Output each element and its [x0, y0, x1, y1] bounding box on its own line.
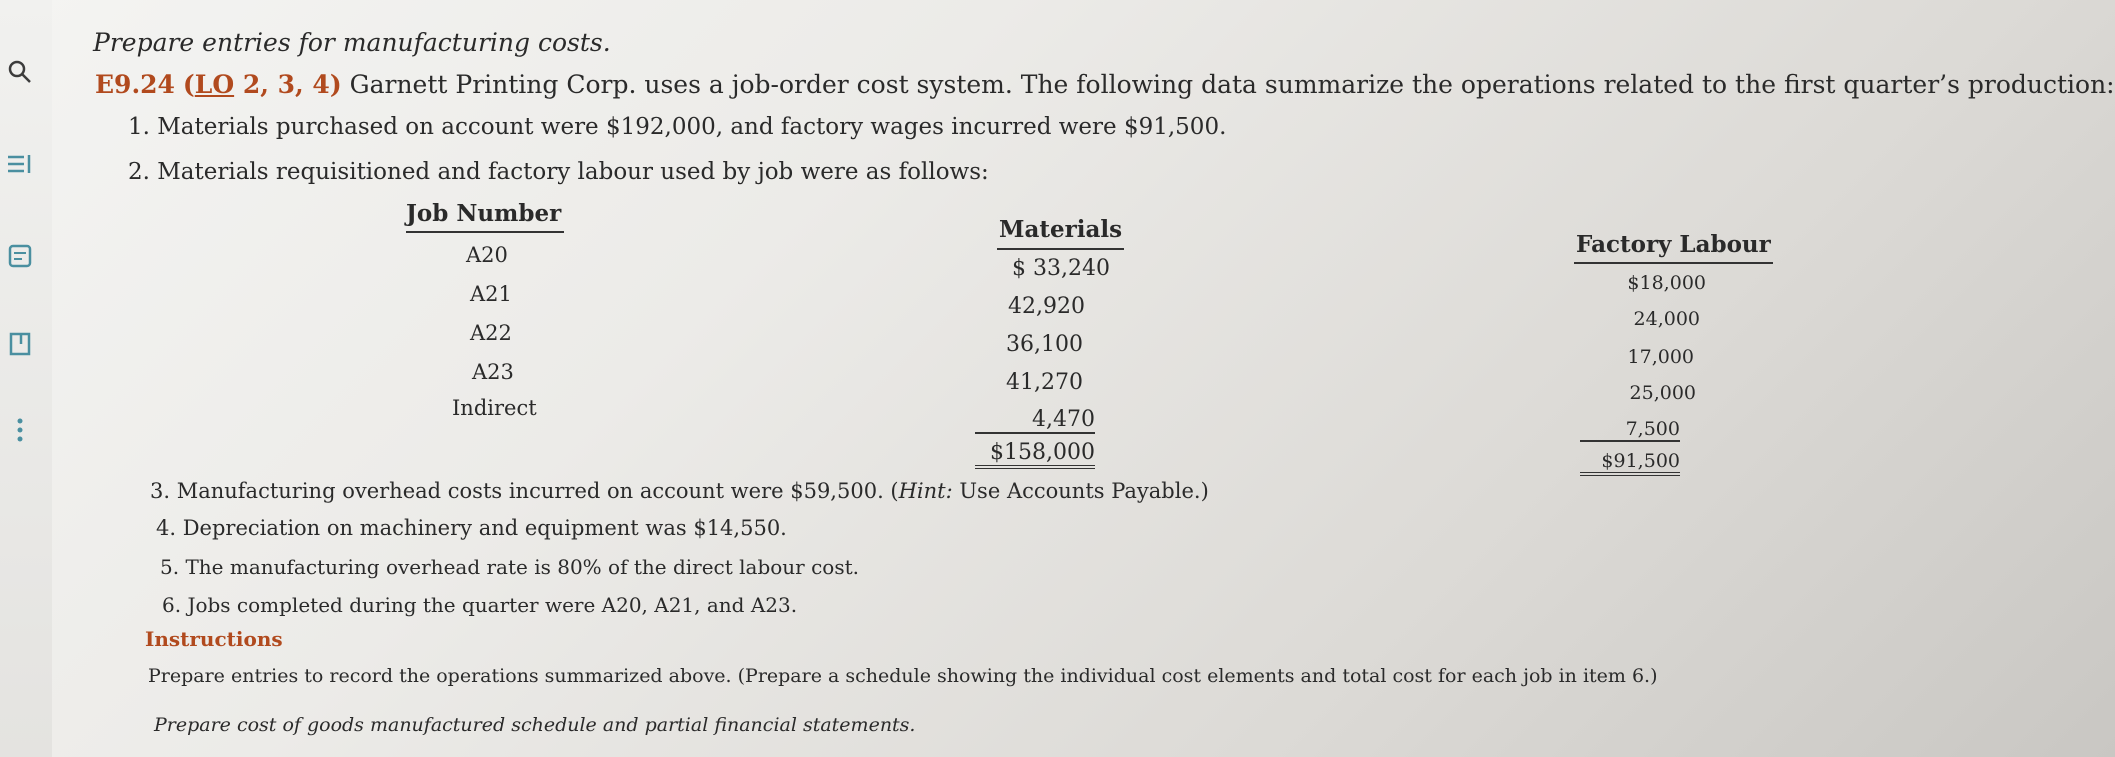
- job-cell: A21: [470, 282, 512, 306]
- page-title: Prepare entries for manufacturing costs.: [93, 28, 611, 57]
- labour-total: $91,500: [1580, 450, 1680, 476]
- exercise-text: Garnett Printing Corp. uses a job-order cost system. The following data summarize the operations related to the first quarter’s production:: [349, 70, 2115, 99]
- learning-objective-link[interactable]: LO: [194, 70, 235, 99]
- item-4: 4. Depreciation on machinery and equipment was $14,550.: [156, 516, 787, 540]
- item-6: 6. Jobs completed during the quarter were A20, A21, and A23.: [162, 593, 798, 617]
- instructions-line-1: Prepare entries to record the operations summarized above. (Prepare a schedule showing the individual cost elements and total cost for each job in item 6.): [148, 665, 1658, 687]
- job-cell: A22: [470, 321, 512, 345]
- labour-cell: 7,500: [1580, 418, 1680, 442]
- labour-cell: 17,000: [1627, 346, 1694, 368]
- header-materials: Materials: [997, 216, 1124, 250]
- materials-total: $158,000: [975, 440, 1095, 469]
- instructions-heading: Instructions: [145, 627, 283, 651]
- labour-cell: $18,000: [1627, 272, 1706, 294]
- labour-cell: 24,000: [1633, 308, 1700, 330]
- item-3: 3. Manufacturing overhead costs incurred on account were $59,500. (Hint: Use Accounts Payable.): [150, 479, 1209, 503]
- learning-objectives: (LO 2, 3, 4): [182, 70, 342, 99]
- instructions-line-2: Prepare cost of goods manufactured schedule and partial financial statements.: [154, 714, 916, 736]
- materials-cell: 4,470: [975, 407, 1095, 434]
- materials-cell: 42,920: [1008, 294, 1085, 319]
- item-2: 2. Materials requisitioned and factory labour used by job were as follows:: [128, 159, 989, 185]
- header-job-number: Job Number: [406, 200, 564, 233]
- job-cell: A23: [472, 360, 514, 384]
- job-cell: A20: [466, 243, 508, 267]
- item-5: 5. The manufacturing overhead rate is 80% of the direct labour cost.: [160, 555, 859, 579]
- job-cell: Indirect: [452, 396, 537, 420]
- header-factory-labour: Factory Labour: [1574, 231, 1773, 264]
- materials-cell: 36,100: [1006, 332, 1083, 357]
- materials-cell: $ 33,240: [1012, 256, 1110, 281]
- exercise-code: E9.24: [95, 70, 175, 99]
- item-1: 1. Materials purchased on account were $192,000, and factory wages incurred were $91,500.: [128, 114, 1227, 140]
- materials-cell: 41,270: [1006, 370, 1083, 395]
- labour-cell: 25,000: [1629, 382, 1696, 404]
- exercise-heading: [95, 70, 2115, 99]
